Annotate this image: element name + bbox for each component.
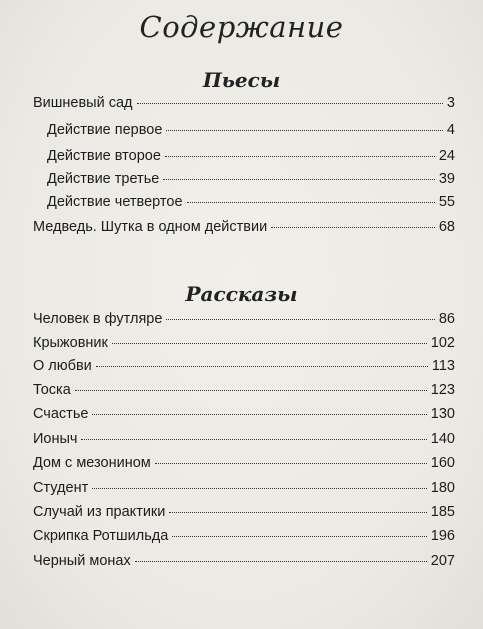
toc-entry-page-number: 113 [431, 358, 455, 374]
toc-entry-title: Счастье [33, 406, 89, 422]
dot-leader [172, 536, 427, 537]
toc-entry-title: Ионыч [33, 431, 78, 447]
toc-entry [33, 381, 455, 399]
toc-entry [33, 405, 455, 423]
toc-entry-page-number: 160 [430, 455, 455, 471]
toc-entry-title: Действие четвертое [47, 194, 183, 210]
toc-entry-page-number: 130 [430, 406, 455, 422]
toc-entry [47, 170, 455, 188]
toc-entry-page-number: 39 [438, 171, 455, 187]
toc-entry [47, 121, 455, 139]
toc-entry-title: Крыжовник [33, 335, 108, 351]
dot-leader [137, 103, 443, 104]
dot-leader [166, 319, 434, 320]
toc-entry [33, 479, 455, 497]
toc-entry [33, 310, 455, 328]
toc-entry-title: Скрипка Ротшильда [33, 528, 169, 544]
toc-entry-page-number: 55 [438, 194, 455, 210]
toc-entry [47, 147, 455, 165]
toc-entry-page-number: 180 [430, 480, 455, 496]
toc-entry [33, 94, 455, 112]
toc-entry-title: Черный монах [33, 553, 131, 569]
toc-entry [33, 454, 455, 472]
dot-leader [92, 414, 426, 415]
dot-leader [166, 130, 443, 131]
dot-leader [271, 227, 435, 228]
toc-entry [33, 218, 455, 236]
toc-entry [33, 503, 455, 521]
dot-leader [96, 366, 428, 367]
toc-entry-page-number: 68 [438, 219, 455, 235]
dot-leader [155, 463, 427, 464]
section-heading-plays: Пьесы [202, 68, 281, 92]
toc-entry-page-number: 86 [438, 311, 455, 327]
toc-entry-page-number: 123 [430, 382, 455, 398]
toc-entry-title: Действие третье [47, 171, 160, 187]
toc-entry-page-number: 207 [430, 553, 455, 569]
toc-entry [33, 357, 455, 375]
toc-entry [33, 430, 455, 448]
toc-entry-title: Дом с мезонином [33, 455, 151, 471]
toc-entry-title: Действие первое [47, 122, 163, 138]
toc-entry-page-number: 4 [446, 122, 455, 138]
dot-leader [92, 488, 427, 489]
dot-leader [163, 179, 435, 180]
toc-entry-title: Действие второе [47, 148, 161, 164]
toc-entry-title: Вишневый сад [33, 95, 133, 111]
toc-entry-page-number: 196 [430, 528, 455, 544]
dot-leader [135, 561, 427, 562]
dot-leader [165, 156, 435, 157]
dot-leader [169, 512, 426, 513]
toc-entry-page-number: 140 [430, 431, 455, 447]
toc-entry-title: Случай из практики [33, 504, 166, 520]
toc-entry-page-number: 3 [446, 95, 455, 111]
toc-entry-page-number: 24 [438, 148, 455, 164]
toc-entry [33, 527, 455, 545]
dot-leader [187, 202, 435, 203]
toc-entry [33, 552, 455, 570]
toc-entry-title: Медведь. Шутка в одном действии [33, 219, 268, 235]
toc-entry-title: Тоска [33, 382, 71, 398]
toc-entry-title: Человек в футляре [33, 311, 163, 327]
page-title: Содержание [139, 10, 344, 44]
toc-entry-title: О любви [33, 358, 92, 374]
toc-entry [47, 193, 455, 211]
section-heading-stories: Рассказы [185, 282, 298, 306]
toc-entry-page-number: 102 [430, 335, 455, 351]
dot-leader [81, 439, 426, 440]
toc-entry [33, 334, 455, 352]
dot-leader [112, 343, 427, 344]
toc-entry-title: Студент [33, 480, 89, 496]
toc-entry-page-number: 185 [430, 504, 455, 520]
dot-leader [75, 390, 427, 391]
